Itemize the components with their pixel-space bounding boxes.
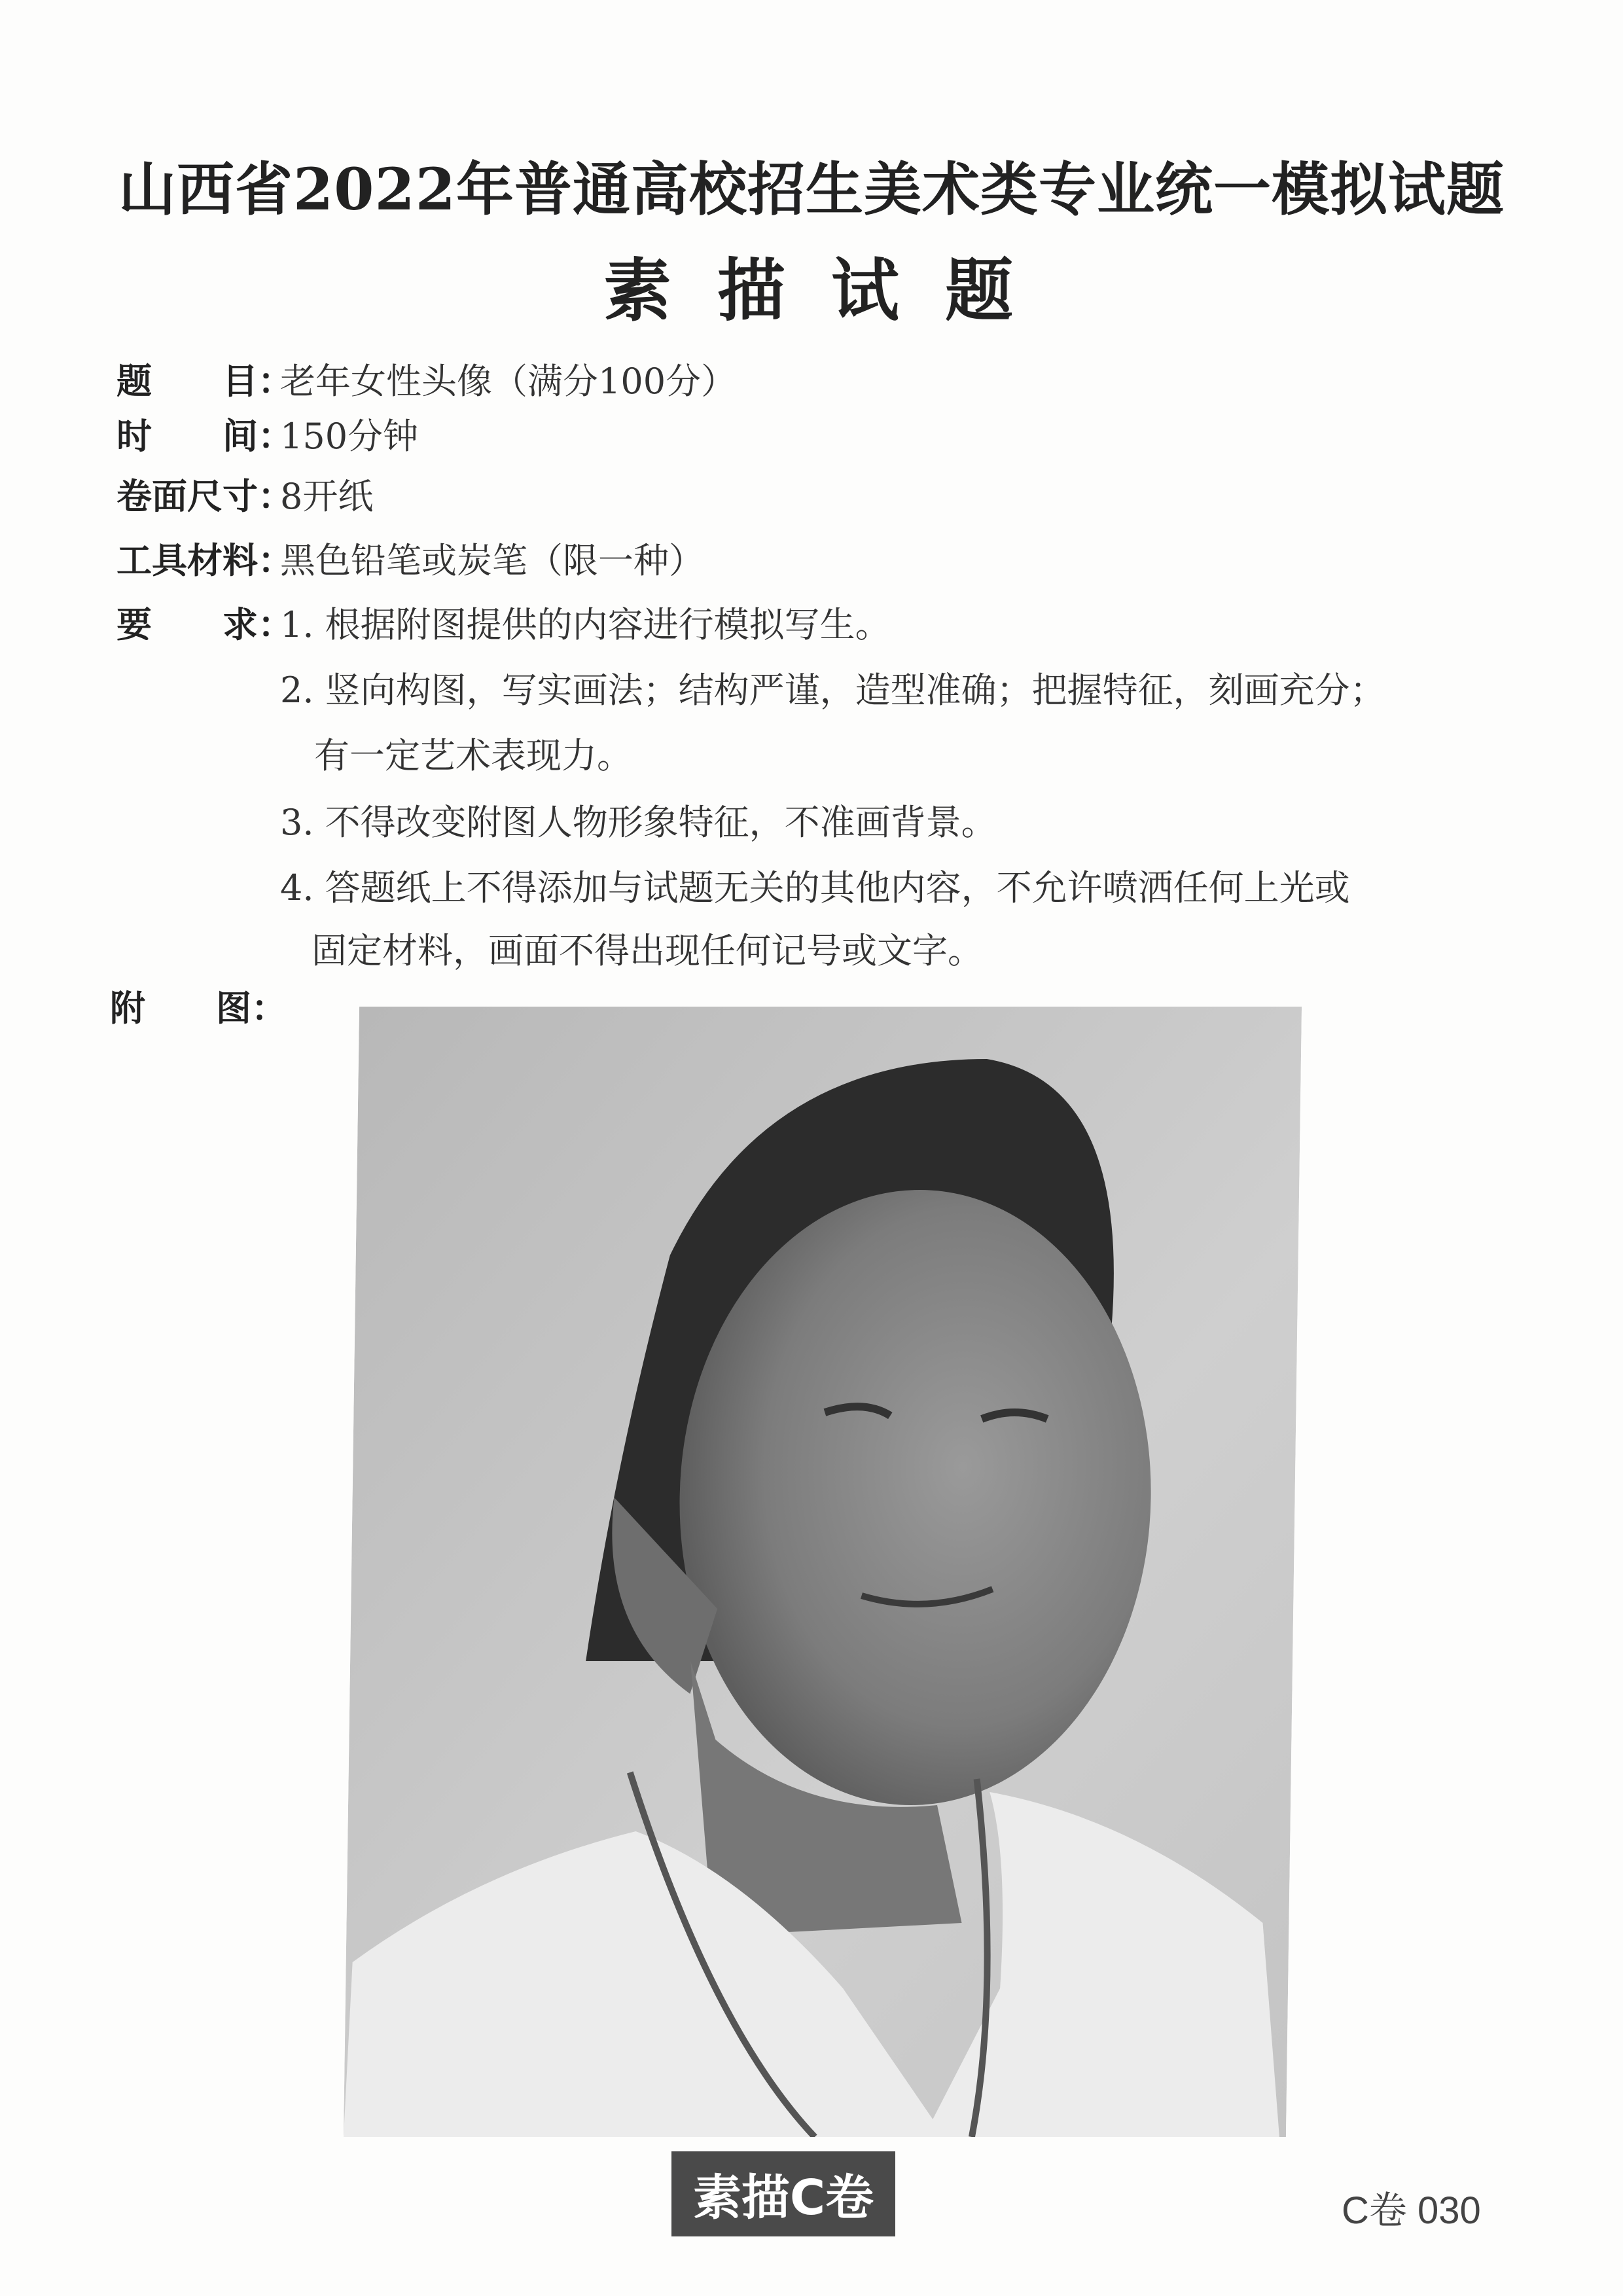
field-label: 题 目： bbox=[116, 361, 293, 402]
portrait-image bbox=[344, 1007, 1302, 2137]
field-requirements bbox=[116, 597, 891, 647]
requirement-2-cont: 有一定艺术表现力。 bbox=[314, 735, 632, 776]
field-value: 1. 根据附图提供的内容进行模拟写生。 bbox=[280, 604, 891, 645]
volume-badge: 素描C卷 bbox=[671, 2151, 895, 2236]
requirement-3: 3. 不得改变附图人物形象特征，不准画背景。 bbox=[280, 802, 997, 843]
requirement-4: 4. 答题纸上不得添加与试题无关的其他内容，不允许喷洒任何上光或 bbox=[280, 867, 1350, 908]
field-value: 150分钟 bbox=[280, 416, 419, 457]
field-topic bbox=[116, 353, 736, 404]
figure-label: 附 图： bbox=[110, 988, 287, 1029]
field-label: 卷面尺寸： bbox=[116, 476, 293, 517]
requirement-4-cont: 固定材料，画面不得出现任何记号或文字。 bbox=[312, 930, 983, 971]
field-value: 黑色铅笔或炭笔（限一种） bbox=[280, 540, 704, 581]
requirement-2: 2. 竖向构图，写实画法；结构严谨，造型准确；把握特征，刻画充分； bbox=[280, 670, 1385, 711]
exam-subtitle: 素描试题 bbox=[603, 251, 1059, 331]
field-label: 工具材料： bbox=[116, 540, 293, 581]
field-time bbox=[116, 408, 418, 459]
exam-title: 山西省2022年普通高校招生美术类专业统一模拟试题 bbox=[118, 155, 1505, 223]
field-label: 要 求： bbox=[116, 604, 293, 645]
field-materials bbox=[116, 533, 704, 583]
field-value: 老年女性头像（满分100分） bbox=[280, 361, 737, 402]
reference-photo bbox=[344, 1007, 1302, 2137]
field-label: 时 间： bbox=[116, 416, 293, 457]
figure-label-row bbox=[110, 980, 287, 1031]
page-code: C卷 030 bbox=[1342, 2189, 1481, 2232]
field-paper-size bbox=[116, 469, 373, 519]
field-value: 8开纸 bbox=[280, 476, 374, 517]
